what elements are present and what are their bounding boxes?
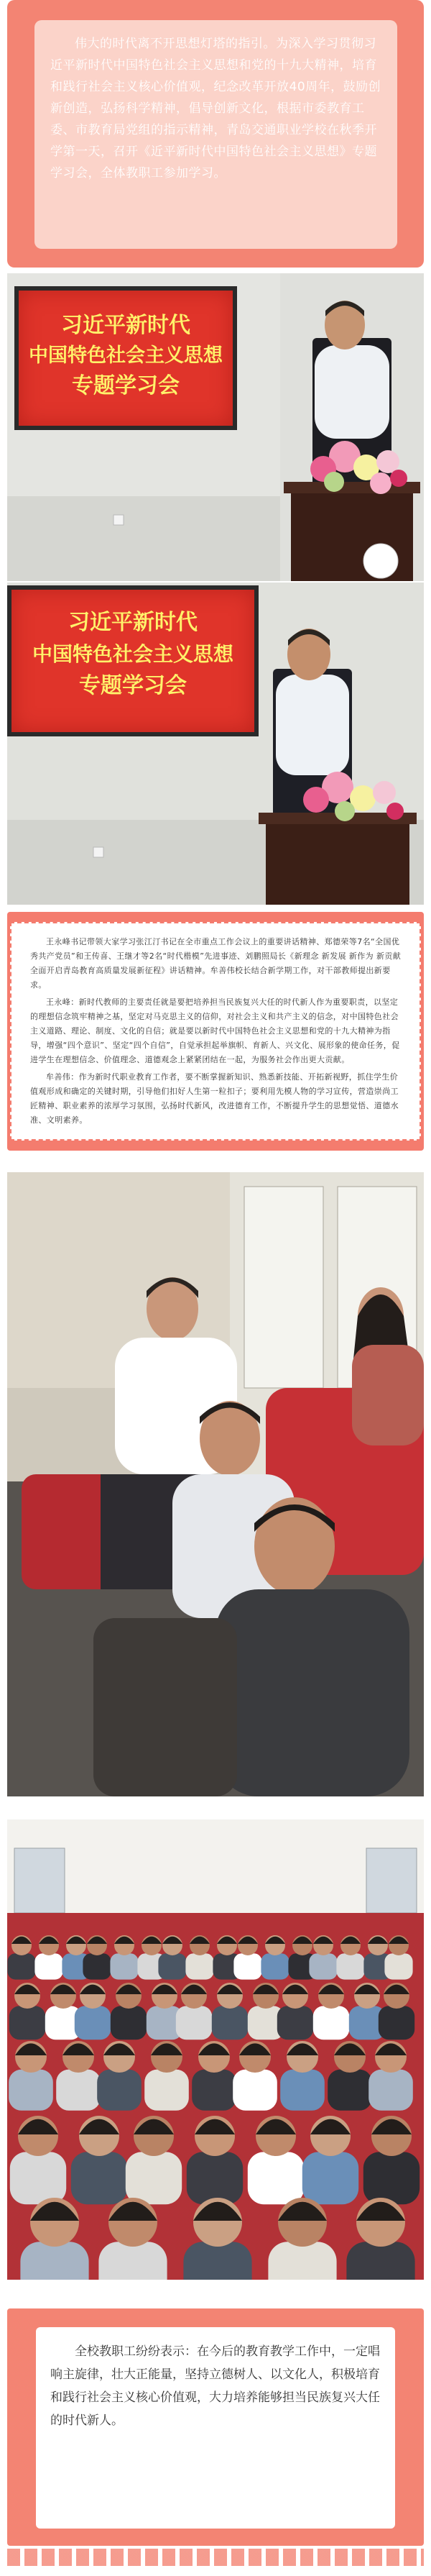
attendee-body [346, 2242, 414, 2280]
attendee-body [56, 2070, 101, 2111]
attendee-body [302, 2152, 358, 2204]
attendee-body [309, 1953, 337, 1979]
attendee-body [9, 2006, 45, 2040]
attendee-body [248, 2152, 304, 2204]
attendee-body [110, 1953, 138, 1979]
attendee-body [98, 2242, 167, 2280]
banner-line-1: 习近平新时代 [68, 610, 198, 635]
attendee-body [363, 2152, 420, 2204]
event-banner-2 [7, 585, 259, 736]
attendee-body [158, 1953, 186, 1979]
banner-line-2: 中国特色社会主义思想 [29, 344, 223, 367]
banner-line-3: 专题学习会 [72, 373, 180, 398]
speech-paragraph-3: 牟善伟：作为新时代职业教育工作者，要不断掌握新知识、熟悉新技能、开拓新视野，抓住学生价值观形成和确定的关键时期，引导他们扣好人生第一粒扣子；要利用先模人物的学习宣传，营造崇尚工匠精神、职业素养的浓厚学习氛围，弘扬时代新风，改进德育工作，不断提升学生的思想觉悟、道德水准、文明素养。 [30, 1072, 399, 1125]
attendee-body [384, 1953, 412, 1979]
attendee-body [233, 2070, 277, 2111]
speech-paragraph-1: 王永峰书记带领大家学习张江汀书记在全市重点工作会议上的重要讲话精神、郑德荣等7名“全国优秀共产党员”和王传喜、王继才等2名“时代楷模”先进事迹、刘鹏照局长《新理念 新发展 新作为 新贡献 全面开启青岛教育高质量发展新征程》讲话精神。牟善伟校长结合新学期工作，对干部教师提出新要求。 [30, 937, 402, 990]
banner-line-2: 中国特色社会主义思想 [32, 642, 233, 666]
attendee-body [126, 2152, 182, 2204]
attendee-body [9, 2070, 53, 2111]
attendee-body [187, 2152, 243, 2204]
attendee-body [75, 2006, 111, 2040]
banner-line-3: 专题学习会 [79, 673, 187, 698]
attendee-body [268, 2242, 336, 2280]
decorative-footer-strip [7, 2549, 424, 2566]
attendee-body [97, 2070, 142, 2111]
attendee-body [10, 2152, 66, 2204]
attendee-body [20, 2242, 88, 2280]
intro-text: 伟大的时代离不开思想灯塔的指引。为深入学习贯彻习近平新时代中国特色社会主义思想和党的十九大精神，培育和践行社会主义核心价值观，纪念改革开放40周年，鼓励创新创造，弘扬科学精神，倡导创新文化，根据市委教育工委、市教育局党组的指示精神，青岛交通职业学校在秋季开学第一天，召开《近平新时代中国特色社会主义思想》专题学习会，全体教职工参加学习。 [50, 37, 381, 181]
speaker-photo-2 [7, 583, 424, 905]
attendee-body [111, 2006, 147, 2040]
attendee-body [369, 2070, 413, 2111]
speech-content [10, 922, 421, 1141]
attendee-body [176, 2006, 212, 2040]
attendee-body [261, 1953, 289, 1979]
attendee-body [144, 2070, 189, 2111]
attendee-body [328, 2070, 372, 2111]
attendee-body [192, 2070, 236, 2111]
speaker-photo-1 [7, 273, 424, 581]
attendee-body [71, 2152, 127, 2204]
attendee-body [83, 1953, 111, 1979]
attendee-body [7, 1953, 35, 1979]
speech-paragraph-2: 王永峰：新时代教师的主要责任就是要把培养担当民族复兴大任的时代新人作为重要职责，以坚定的理想信念筑牢精神之基，坚定对马克思主义的信仰，对社会主义和共产主义的信念，对中国特色社会主义道路、理论、制度、文化的自信；就是要以新时代中国特色社会主义思想和党的十九大精神为指导，增强“四个意识”、坚定“四个自信”，自觉承担起举旗帜、育新人、兴文化、展形象的使命任务，促进学生在理想信念、价值理念、道德观念上紧紧团结在一起，为服务社会作出更大贡献。 [30, 997, 400, 1064]
banner-line-1: 习近平新时代 [61, 313, 190, 338]
intro-block [7, 0, 424, 268]
attendee-body [34, 1953, 62, 1979]
attendee-body [185, 1953, 213, 1979]
attendee-body [313, 2006, 349, 2040]
attendee-body [379, 2006, 414, 2040]
event-banner-1 [14, 286, 237, 430]
attendee-body [183, 2242, 251, 2280]
attendee-body [212, 2006, 248, 2040]
attendee-body [233, 1953, 261, 1979]
audience-photo-1 [7, 1172, 424, 1796]
attendee-body [280, 2070, 325, 2111]
closing-text: 全校教职工纷纷表示：在今后的教育教学工作中，一定唱响主旋律，壮大正能量，坚持立德树人、以文化人，积极培育和践行社会主义核心价值观，大力培养能够担当民族复兴大任的时代新人。 [36, 2327, 395, 2529]
attendee-body [277, 2006, 313, 2040]
intro-card [34, 20, 397, 249]
audience-photo-2 [7, 1819, 424, 2280]
attendee-body [336, 1953, 364, 1979]
